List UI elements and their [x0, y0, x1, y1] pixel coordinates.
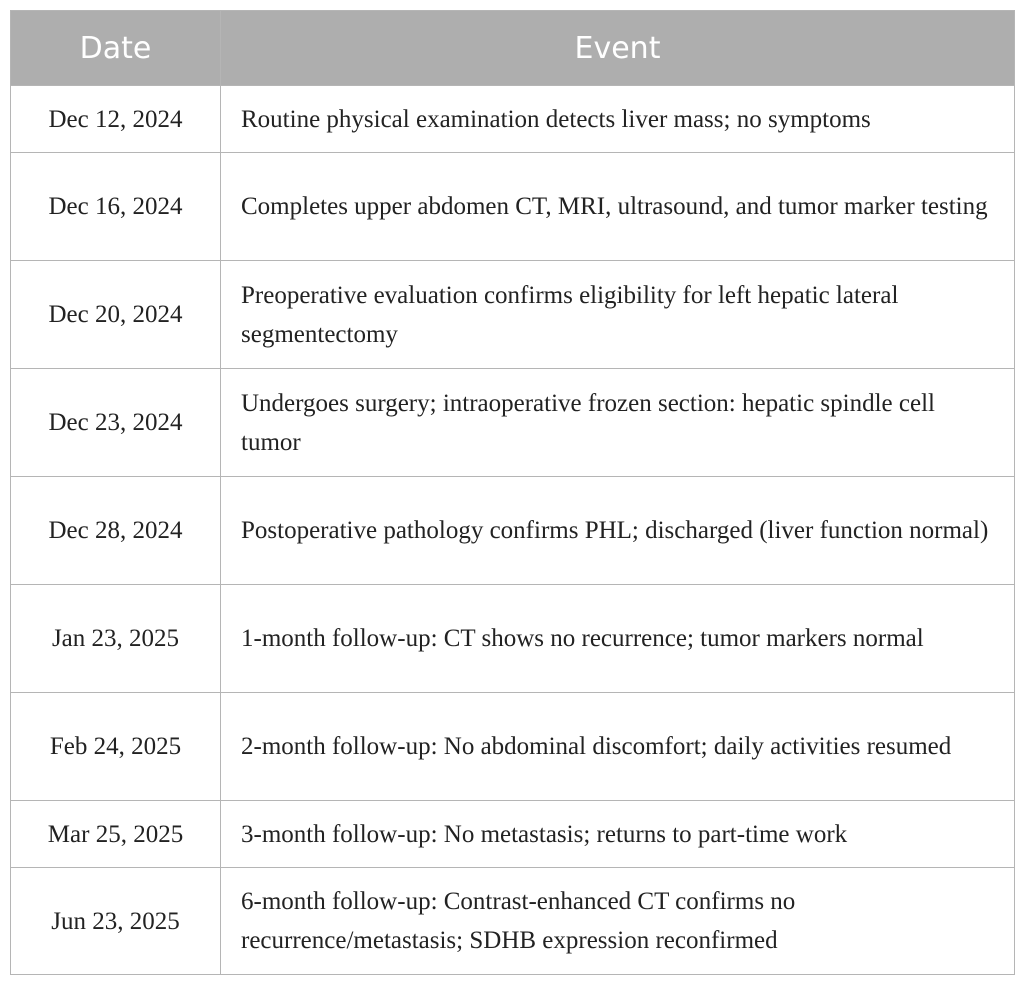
table-row — [11, 369, 1015, 477]
date-cell: Dec 28, 2024 — [11, 477, 221, 585]
event-cell: Completes upper abdomen CT, MRI, ultrasound, and tumor marker testing — [221, 153, 1015, 261]
date-cell: Mar 25, 2025 — [11, 801, 221, 868]
table-body — [11, 86, 1015, 975]
table-row — [11, 585, 1015, 693]
event-cell: Postoperative pathology confirms PHL; discharged (liver function normal) — [221, 477, 1015, 585]
table-row — [11, 261, 1015, 369]
event-cell: 2-month follow-up: No abdominal discomfort; daily activities resumed — [221, 693, 1015, 801]
column-header-event: Event — [221, 11, 1015, 86]
timeline-table — [10, 10, 1015, 975]
table-row — [11, 477, 1015, 585]
event-cell: 6-month follow-up: Contrast-enhanced CT confirms no recurrence/metastasis; SDHB expression reconfirmed — [221, 868, 1015, 975]
table-row — [11, 153, 1015, 261]
event-cell: Preoperative evaluation confirms eligibility for left hepatic lateral segmentectomy — [221, 261, 1015, 369]
date-cell: Dec 16, 2024 — [11, 153, 221, 261]
event-cell: Undergoes surgery; intraoperative frozen section: hepatic spindle cell tumor — [221, 369, 1015, 477]
event-cell: Routine physical examination detects liver mass; no symptoms — [221, 86, 1015, 153]
event-cell: 1-month follow-up: CT shows no recurrence; tumor markers normal — [221, 585, 1015, 693]
date-cell: Dec 23, 2024 — [11, 369, 221, 477]
event-cell: 3-month follow-up: No metastasis; returns to part-time work — [221, 801, 1015, 868]
column-header-date: Date — [11, 11, 221, 86]
header-row — [11, 11, 1015, 86]
date-cell: Jun 23, 2025 — [11, 868, 221, 975]
table-row — [11, 693, 1015, 801]
date-cell: Dec 12, 2024 — [11, 86, 221, 153]
table-header — [11, 11, 1015, 86]
date-cell: Dec 20, 2024 — [11, 261, 221, 369]
date-cell: Jan 23, 2025 — [11, 585, 221, 693]
date-cell: Feb 24, 2025 — [11, 693, 221, 801]
table-row — [11, 801, 1015, 868]
table-row — [11, 86, 1015, 153]
table-row — [11, 868, 1015, 975]
